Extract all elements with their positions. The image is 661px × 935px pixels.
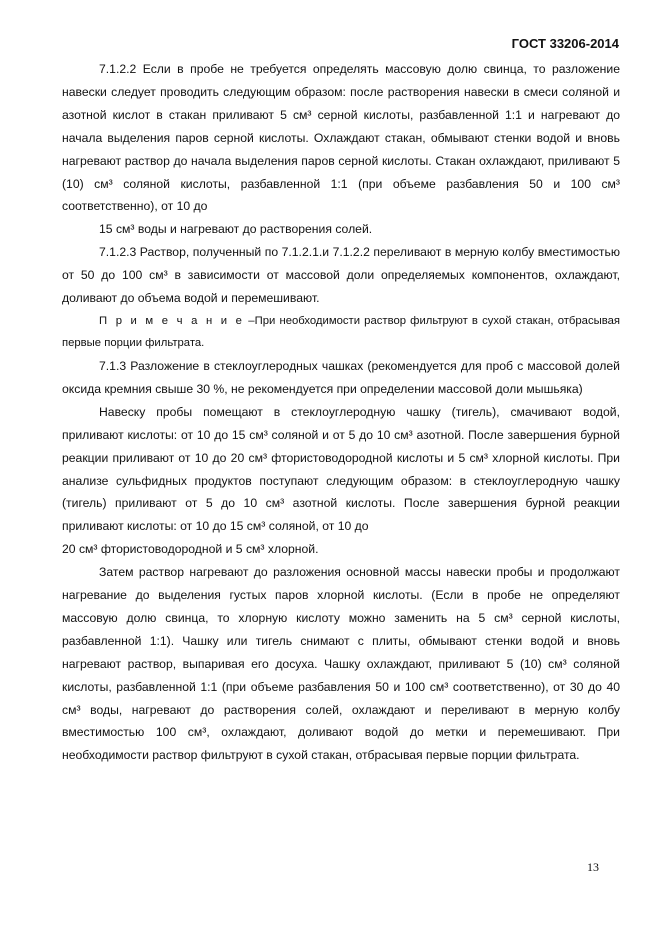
note-text: –При необходимости раствор фильтруют в сухой стакан, отбрасывая первые порции фильтрата.	[62, 314, 620, 350]
paragraph-7-1-2-3: 7.1.2.3 Раствор, полученный по 7.1.2.1.и 7.1.2.2 переливают в мерную колбу вместимостью от 50 до 100 см³ в зависимости от массовой доли определяемых компонентов, охлаждают, доливают до объема водой и перемешивают.	[62, 245, 620, 306]
paragraph-continuation-water: 15 см³ воды и нагревают до растворения солей.	[99, 222, 373, 237]
paragraph-7-1-2-2: 7.1.2.2 Если в пробе не требуется определять массовую долю свинца, то разложение навески следует проводить следующим образом: после растворения навески в смеси соляной и азотной кислот в стакан приливают 5 см³ серной кислоты, разбавленной 1:1 и нагревают до начала выделения паров серной кислоты. Охлаждают стакан, обмывают стенки водой и вновь нагревают раствор до начала выделения паров серной кислоты. Стакан охлаждают, приливают 5 (10) см³ соляной кислоты, разбавленной 1:1 (при объеме разбавления 50 и 100 см³ соответственно), от 10 до	[62, 62, 620, 214]
standard-header: ГОСТ 33206-2014	[511, 36, 619, 51]
paragraph-heating-procedure: Затем раствор нагревают до разложения основной массы навески пробы и продолжают нагревание до выделения густых паров хлорной кислоты. (Если в пробе не определяют массовую долю свинца, то хлорную кислоту можно заменить на 5 см³ серной кислоты, разбавленной 1:1). Чашку или тигель снимают с плиты, обмывают стенки водой и вновь нагревают раствор, выпаривая его досуха. Чашку охлаждают, приливают 5 (10) см³ соляной кислоты, разбавленной 1:1 (при объеме разбавления 50 и 100 см³ соответственно), от 30 до 40 см³ воды, нагревают до растворения солей, охлаждают и переливают в мерную колбу вместимостью 100 см³, охлаждают, доливают водой до метки и перемешивают. При необходимости раствор фильтруют в сухой стакан, отбрасывая первые порции фильтрата.	[62, 565, 620, 763]
document-body	[62, 58, 620, 767]
paragraph-glassy-carbon-procedure: Навеску пробы помещают в стеклоуглеродную чашку (тигель), смачивают водой, приливают кислоты: от 10 до 15 см³ соляной и от 5 до 10 см³ азотной. После завершения бурной реакции приливают от 10 до 20 см³ фтористоводородной кислоты и 5 см³ хлорной кислоты. При анализе сульфидных продуктов поступают следующим образом: в стеклоуглеродную чашку (тигель) приливают от 5 до 10 см³ азотной кислоты. После завершения бурной реакции приливают кислоты: от 10 до 15 см³ соляной, от 10 до	[62, 404, 620, 534]
page-number: 13	[587, 860, 599, 874]
paragraph-7-1-3: 7.1.3 Разложение в стеклоуглеродных чашках (рекомендуется для проб с массовой долей оксида кремния свыше 30 %, не рекомендуется при определении массовой доли мышьяка)	[62, 358, 620, 396]
paragraph-continuation-hf: 20 см³ фтористоводородной и 5 см³ хлорной.	[62, 542, 319, 557]
note-label: П р и м е ч а н и е	[99, 314, 245, 327]
note-paragraph	[62, 310, 620, 355]
